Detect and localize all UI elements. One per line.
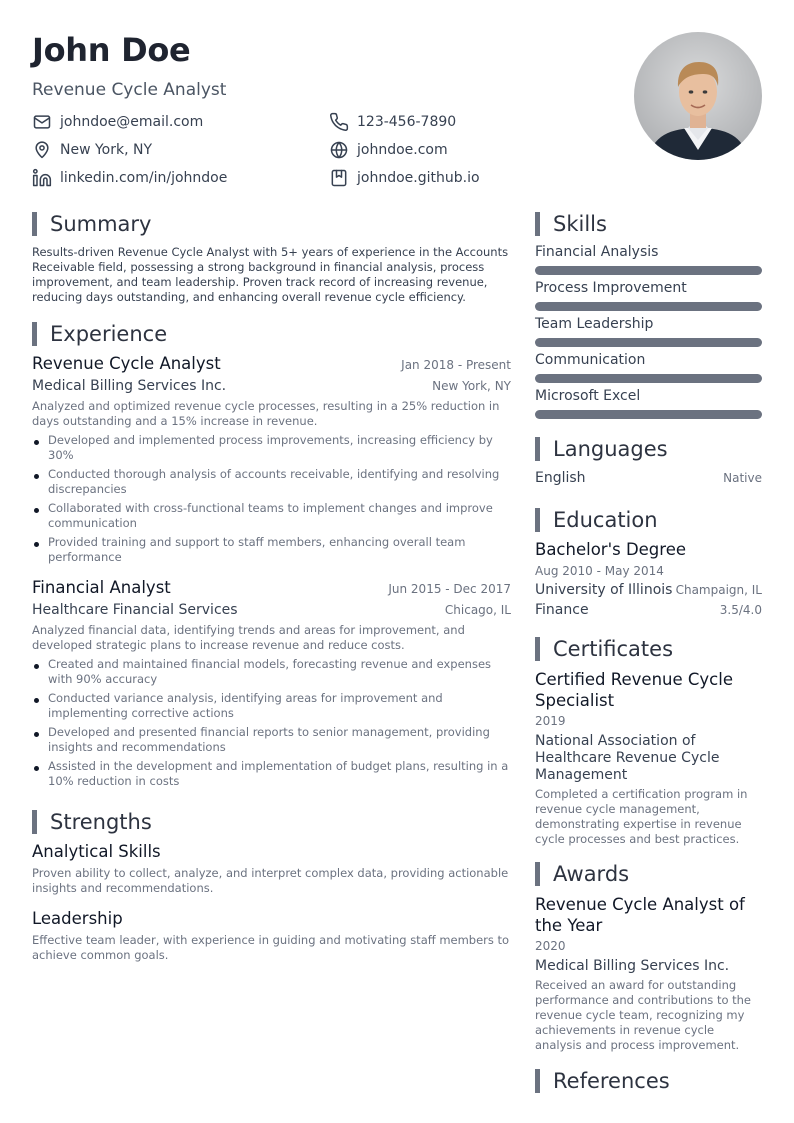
skill-item (535, 315, 762, 347)
skills-heading (535, 212, 762, 236)
right-column (535, 212, 762, 1093)
references-heading-text: References (553, 1069, 670, 1093)
school-location: Champaign, IL (675, 583, 762, 597)
contact-location (32, 140, 152, 160)
gpa: 3.5/4.0 (719, 603, 762, 617)
skill-item (535, 387, 762, 419)
certificate-org: National Association of Healthcare Revenue Cycle Management (535, 733, 720, 783)
job-title: Revenue Cycle Analyst (32, 80, 227, 100)
experience-heading (32, 322, 511, 346)
language-level: Native (723, 471, 762, 485)
certificates-heading (535, 637, 762, 661)
strength-title: Analytical Skills (32, 842, 161, 861)
linkedin-icon (32, 168, 52, 188)
email-text: johndoe@email.com (60, 114, 204, 130)
profile-photo (634, 32, 762, 160)
summary-heading (32, 212, 511, 236)
job-bullet: Conducted thorough analysis of accounts receivable, identifying and resolving discrepancies (32, 467, 511, 497)
heading-bar (32, 810, 37, 834)
languages-heading (535, 437, 762, 461)
phone-text: 123-456-7890 (357, 114, 457, 130)
award-title: Revenue Cycle Analyst of the Year (535, 895, 745, 935)
job-entry (32, 354, 511, 565)
skill-item (535, 279, 762, 311)
summary-heading-text: Summary (50, 212, 152, 236)
job-entry-description: Analyzed and optimized revenue cycle processes, resulting in a 25% reduction in days outstanding and a 15% increase in revenue. (32, 399, 500, 428)
heading-bar (535, 1069, 540, 1093)
skill-bar (535, 374, 762, 383)
heading-bar (535, 862, 540, 886)
skill-item (535, 243, 762, 275)
job-bullet: Developed and presented financial reports to senior management, providing insights and recommendations (32, 725, 511, 755)
job-entry (32, 578, 511, 789)
skill-bar (535, 338, 762, 347)
job-bullets (32, 433, 511, 565)
school-name: University of Illinois (535, 582, 673, 598)
contact-website[interactable] (329, 140, 448, 160)
skill-name: Communication (535, 352, 646, 368)
job-entry-description: Analyzed financial data, identifying trends and areas for improvement, and developed strategic plans to increase revenue and reduce costs. (32, 623, 465, 652)
strength-text: Proven ability to collect, analyze, and interpret complex data, providing actionable insights and recommendations. (32, 866, 509, 895)
strength-title: Leadership (32, 909, 123, 928)
job-entry-title: Revenue Cycle Analyst (32, 354, 221, 373)
strength-item (32, 909, 511, 963)
linkedin-text: linkedin.com/in/johndoe (60, 170, 228, 186)
awards-heading-text: Awards (553, 862, 630, 886)
job-entry-company: Healthcare Financial Services (32, 602, 238, 618)
contact-email[interactable] (32, 112, 203, 132)
bookmark-icon (329, 168, 349, 188)
strength-text: Effective team leader, with experience in guiding and motivating staff members to achieve common goals. (32, 933, 510, 962)
job-entry-company: Medical Billing Services Inc. (32, 378, 227, 394)
skill-name: Team Leadership (535, 316, 654, 332)
languages-heading-text: Languages (553, 437, 668, 461)
degree-title: Bachelor's Degree (535, 540, 687, 559)
awards-heading (535, 862, 762, 886)
language-name: English (535, 470, 586, 486)
certificate-year: 2019 (535, 714, 566, 728)
skill-item (535, 351, 762, 383)
job-bullets (32, 657, 511, 789)
heading-bar (32, 322, 37, 346)
references-heading (535, 1069, 762, 1093)
strengths-heading (32, 810, 511, 834)
candidate-name: John Doe (32, 31, 191, 69)
education-dates: Aug 2010 - May 2014 (535, 564, 664, 578)
skills-heading-text: Skills (553, 212, 607, 236)
contact-linkedin[interactable] (32, 168, 227, 188)
heading-bar (32, 212, 37, 236)
education-heading (535, 508, 762, 532)
strength-item (32, 842, 511, 896)
job-entry-dates: Jun 2015 - Dec 2017 (388, 582, 511, 596)
job-bullet: Created and maintained financial models, forecasting revenue and expenses with 90% accuracy (32, 657, 511, 687)
left-column (32, 212, 511, 963)
skill-name: Process Improvement (535, 280, 687, 296)
job-bullet: Developed and implemented process improvements, increasing efficiency by 30% (32, 433, 511, 463)
certificate-title: Certified Revenue Cycle Specialist (535, 670, 733, 710)
job-bullet: Provided training and support to staff members, enhancing overall team performance (32, 535, 511, 565)
job-entry-location: Chicago, IL (444, 603, 511, 617)
award-text: Received an award for outstanding performance and contributions to the revenue cycle team, recognizing my achievements in revenue cycle analysis and process improvement. (535, 978, 752, 1052)
website-text: johndoe.com (357, 142, 448, 158)
phone-icon (329, 112, 349, 132)
skill-bar (535, 302, 762, 311)
job-bullet: Collaborated with cross-functional teams to implement changes and improve communication (32, 501, 511, 531)
certificate-text: Completed a certification program in revenue cycle management, demonstrating expertise in revenue cycle processes and best practices. (535, 787, 748, 846)
skill-bar (535, 410, 762, 419)
mail-icon (32, 112, 52, 132)
field-of-study: Finance (535, 602, 589, 618)
heading-bar (535, 437, 540, 461)
contact-phone[interactable] (329, 112, 456, 132)
job-entry-dates: Jan 2018 - Present (401, 358, 511, 372)
skill-bar (535, 266, 762, 275)
skill-name: Financial Analysis (535, 244, 659, 260)
location-text: New York, NY (60, 142, 153, 158)
education-heading-text: Education (553, 508, 658, 532)
globe-icon (329, 140, 349, 160)
certificates-heading-text: Certificates (553, 637, 674, 661)
skill-name: Microsoft Excel (535, 388, 641, 404)
strengths-heading-text: Strengths (50, 810, 152, 834)
heading-bar (535, 508, 540, 532)
github-text: johndoe.github.io (357, 170, 480, 186)
job-bullet: Conducted variance analysis, identifying areas for improvement and implementing corrective actions (32, 691, 511, 721)
map-pin-icon (32, 140, 52, 160)
job-entry-location: New York, NY (432, 379, 511, 393)
award-year: 2020 (535, 939, 566, 953)
experience-heading-text: Experience (50, 322, 168, 346)
heading-bar (535, 212, 540, 236)
language-item (535, 470, 762, 486)
contact-github[interactable] (329, 168, 480, 188)
job-bullet: Assisted in the development and implementation of budget plans, resulting in a 10% reduction in costs (32, 759, 511, 789)
award-org: Medical Billing Services Inc. (535, 958, 730, 974)
job-entry-title: Financial Analyst (32, 578, 171, 597)
summary-text: Results-driven Revenue Cycle Analyst with 5+ years of experience in the Accounts Receivable field, possessing a strong background in financial analysis, process improvement, and team leadership. Proven track record of increasing revenue, reducing days outstanding, and enhancing overall revenue cycle efficiency. (32, 245, 509, 304)
heading-bar (535, 637, 540, 661)
